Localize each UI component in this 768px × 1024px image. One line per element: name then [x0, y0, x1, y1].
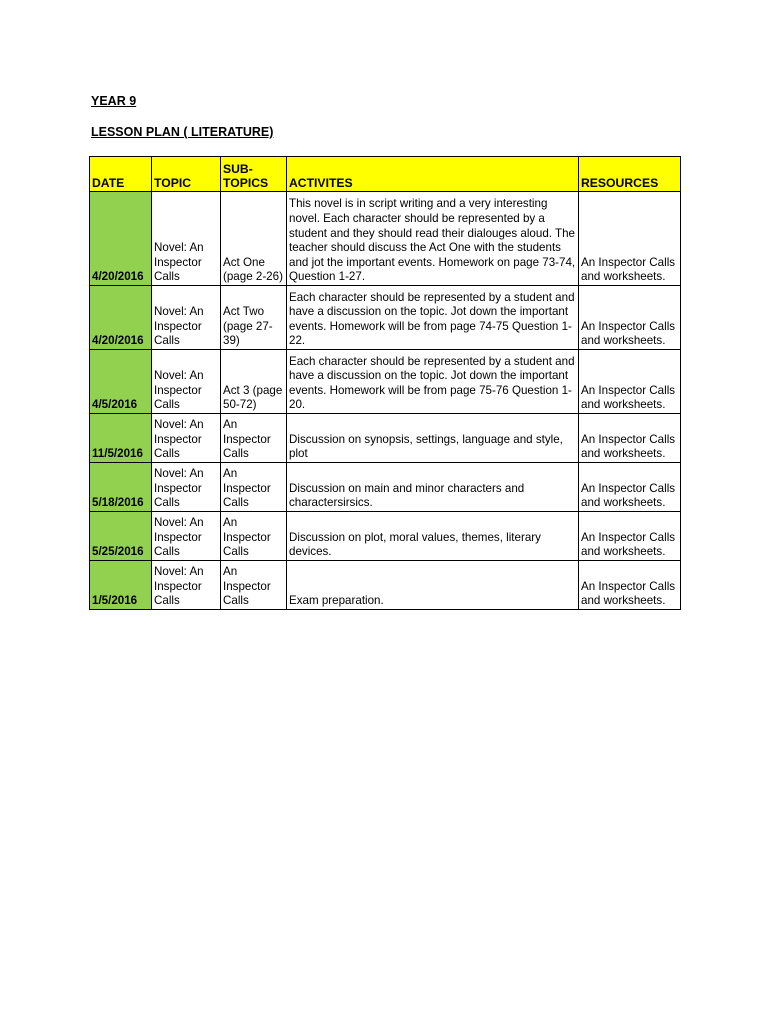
lesson-plan-table	[89, 156, 681, 610]
topic-cell: Novel: An Inspector Calls	[152, 561, 221, 610]
date-cell: 1/5/2016	[90, 561, 152, 610]
lesson-plan-heading: LESSON PLAN ( LITERATURE)	[91, 125, 274, 139]
subtopic-cell: Act Two (page 27-39)	[221, 286, 287, 350]
column-header-date: DATE	[90, 157, 152, 192]
subtopic-cell: An Inspector Calls	[221, 463, 287, 512]
subtopic-cell: Act One (page 2-26)	[221, 192, 287, 286]
resources-cell: An Inspector Calls and worksheets.	[579, 192, 681, 286]
activity-cell: Exam preparation.	[287, 561, 579, 610]
column-header-topic: TOPIC	[152, 157, 221, 192]
date-cell: 5/18/2016	[90, 463, 152, 512]
date-cell: 5/25/2016	[90, 512, 152, 561]
activity-cell: This novel is in script writing and a very interesting novel. Each character should be represented by a student and they should read their dialouges aloud. The teacher should discuss the Act One with the students and jot the important events. Homework on page 73-74, Question 1-27.	[287, 192, 579, 286]
subtopic-cell: Act 3 (page 50-72)	[221, 350, 287, 414]
resources-cell: An Inspector Calls and worksheets.	[579, 286, 681, 350]
activity-cell: Discussion on plot, moral values, themes, literary devices.	[287, 512, 579, 561]
table-row	[90, 512, 681, 561]
year-heading: YEAR 9	[91, 94, 137, 108]
activity-cell: Each character should be represented by a student and have a discussion on the topic. Jot down the important events. Homework will be from page 75-76 Question 1-20.	[287, 350, 579, 414]
resources-cell: An Inspector Calls and worksheets.	[579, 512, 681, 561]
activity-cell: Each character should be represented by a student and have a discussion on the topic. Jot down the important events. Homework will be from page 74-75 Question 1-22.	[287, 286, 579, 350]
column-header-activities: ACTIVITES	[287, 157, 579, 192]
topic-cell: Novel: An Inspector Calls	[152, 512, 221, 561]
table-row	[90, 463, 681, 512]
table-row	[90, 414, 681, 463]
subtopic-cell: An Inspector Calls	[221, 414, 287, 463]
topic-cell: Novel: An Inspector Calls	[152, 463, 221, 512]
resources-cell: An Inspector Calls and worksheets.	[579, 414, 681, 463]
subtopic-cell: An Inspector Calls	[221, 561, 287, 610]
column-header-resources: RESOURCES	[579, 157, 681, 192]
column-header-subtopics: SUB-TOPICS	[221, 157, 287, 192]
activity-cell: Discussion on synopsis, settings, language and style, plot	[287, 414, 579, 463]
date-cell: 4/5/2016	[90, 350, 152, 414]
table-row	[90, 192, 681, 286]
activity-cell: Discussion on main and minor characters and charactersirsics.	[287, 463, 579, 512]
table-header-row	[90, 157, 681, 192]
table-row	[90, 286, 681, 350]
date-cell: 4/20/2016	[90, 286, 152, 350]
date-cell: 11/5/2016	[90, 414, 152, 463]
table-row	[90, 350, 681, 414]
table-row	[90, 561, 681, 610]
topic-cell: Novel: An Inspector Calls	[152, 286, 221, 350]
topic-cell: Novel: An Inspector Calls	[152, 192, 221, 286]
resources-cell: An Inspector Calls and worksheets.	[579, 463, 681, 512]
resources-cell: An Inspector Calls and worksheets.	[579, 350, 681, 414]
date-cell: 4/20/2016	[90, 192, 152, 286]
topic-cell: Novel: An Inspector Calls	[152, 414, 221, 463]
subtopic-cell: An Inspector Calls	[221, 512, 287, 561]
topic-cell: Novel: An Inspector Calls	[152, 350, 221, 414]
resources-cell: An Inspector Calls and worksheets.	[579, 561, 681, 610]
